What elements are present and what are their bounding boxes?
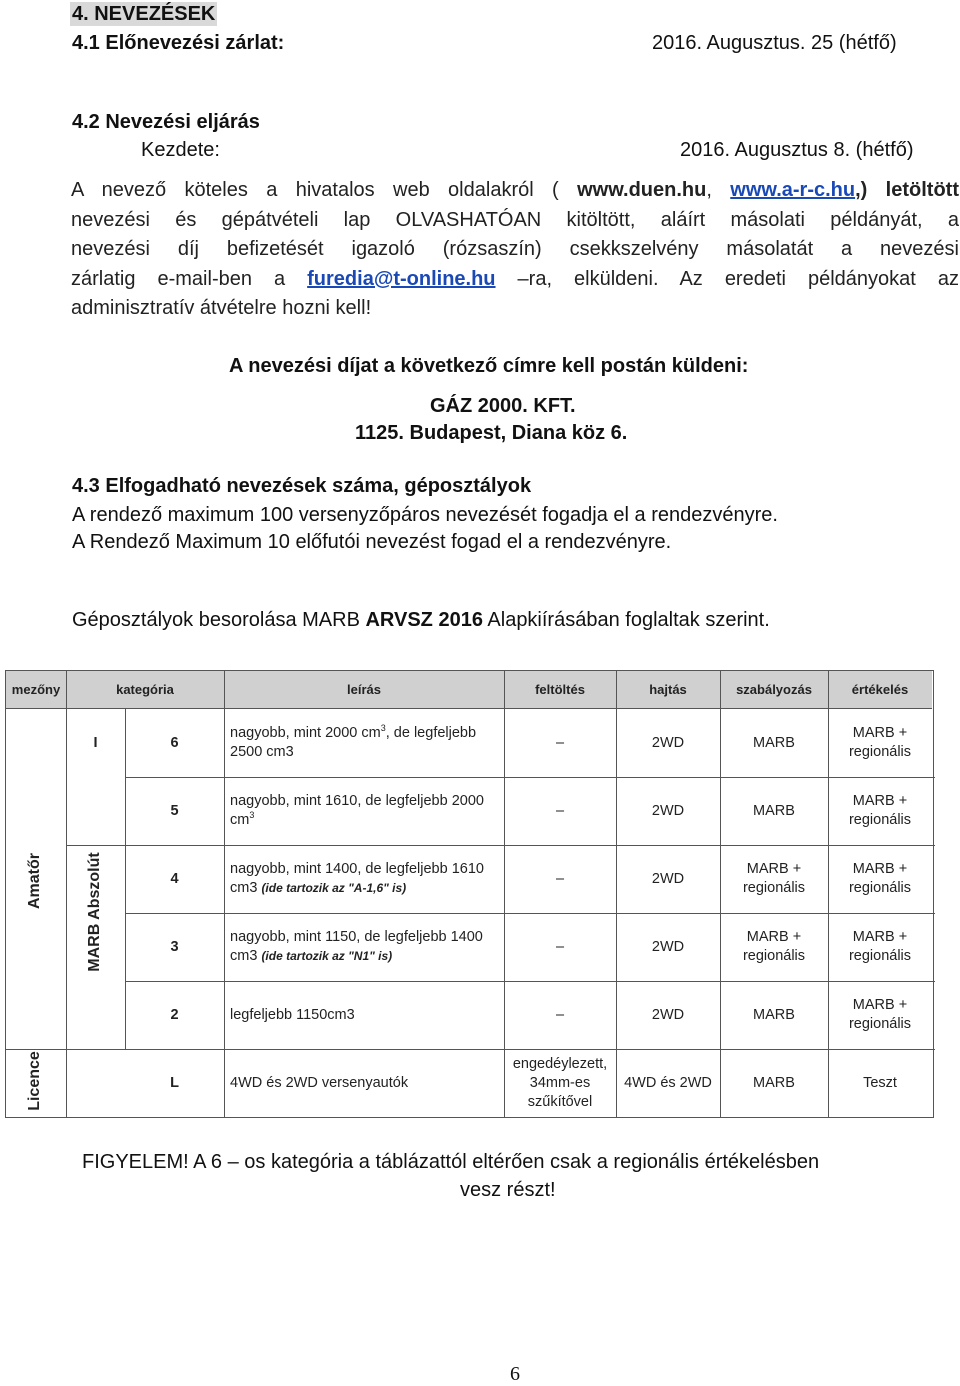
- paragraph-text: ,) letöltött: [855, 179, 959, 201]
- eval-text: MARB +: [852, 997, 908, 1013]
- eval-cell: [828, 913, 932, 981]
- preentry-closing-date: 2016. Augusztus. 25 (hétfő): [652, 32, 897, 54]
- drive-cell: 2WD: [651, 1006, 685, 1023]
- fill-text: 34mm-es: [529, 1074, 591, 1091]
- fill-cell: –: [555, 734, 565, 751]
- entry-paragraph: [71, 176, 959, 324]
- paragraph-text: zárlatig e-mail-ben a: [71, 267, 308, 290]
- classes-text: Alapkiírásában foglaltak szerint.: [482, 609, 770, 631]
- description-note: (ide tartozik az "A-1,6" is): [261, 881, 407, 895]
- rule-cell: [720, 913, 828, 981]
- header-mezony: mezőny: [6, 671, 66, 709]
- description-cell: [224, 777, 504, 845]
- eval-cell: [828, 981, 932, 1049]
- group-amator: Amatőr: [26, 853, 43, 910]
- paragraph-text: ,: [706, 179, 731, 201]
- rule-cell: MARB: [753, 802, 795, 819]
- description-text: cm: [230, 812, 250, 828]
- description-cell: legfeljebb 1150cm3: [230, 1006, 355, 1023]
- notice-line-2: vesz részt!: [460, 1179, 556, 1201]
- description-cell: [224, 845, 504, 913]
- section-heading: 4. NEVEZÉSEK: [72, 3, 216, 25]
- eval-text: regionális: [848, 948, 912, 964]
- category-cell: L: [170, 1074, 179, 1091]
- description-text: nagyobb, mint 1610, de legfeljebb 2000: [230, 793, 484, 809]
- drive-cell: 2WD: [651, 802, 685, 819]
- eval-text: regionális: [848, 880, 912, 896]
- fill-text: szűkítővel: [527, 1093, 593, 1110]
- s43-line-2: A Rendező Maximum 10 előfutói nevezést fogad el a rendezvényre.: [72, 531, 672, 553]
- postal-company: GÁZ 2000. KFT.: [430, 395, 576, 417]
- description-text: cm3: [230, 948, 258, 964]
- rule-cell: MARB: [753, 734, 795, 751]
- page-number: 6: [510, 1363, 520, 1385]
- description-cell: [224, 913, 504, 981]
- eval-cell: Teszt: [863, 1074, 897, 1091]
- eval-text: regionális: [848, 812, 912, 828]
- eval-cell: [828, 709, 932, 777]
- fill-cell: –: [555, 938, 565, 955]
- category-table: [5, 670, 934, 1118]
- s43-title: 4.3 Elfogadható nevezések száma, géposztályok: [72, 475, 532, 497]
- description-text: nagyobb, mint 1150, de legfeljebb 1400: [230, 929, 483, 945]
- header-feltoltes: feltöltés: [504, 671, 616, 709]
- rule-text: MARB +: [746, 861, 802, 877]
- email-link[interactable]: furedia@t-online.hu: [307, 267, 496, 290]
- header-leiras: leírás: [224, 671, 504, 709]
- category-cell: 4: [170, 870, 179, 887]
- eval-text: regionális: [848, 1016, 912, 1032]
- drive-cell: 4WD és 2WD: [624, 1074, 712, 1091]
- category-cell: 5: [170, 802, 179, 819]
- category-cell: 3: [170, 938, 179, 955]
- fill-cell: –: [555, 870, 565, 887]
- eval-text: regionális: [848, 744, 912, 760]
- paragraph-text: A nevező köteles a hivatalos web oldalakról (: [71, 179, 578, 201]
- eval-cell: [828, 845, 932, 913]
- header-ertekeles: értékelés: [828, 671, 932, 709]
- category-cell: 6: [170, 734, 179, 751]
- group-i: I: [93, 734, 98, 751]
- description-note: (ide tartozik az "N1" is): [261, 949, 393, 963]
- fill-text: engedéylezett,: [512, 1055, 608, 1072]
- duen-site: www.duen.hu: [577, 179, 707, 201]
- rule-cell: MARB: [753, 1006, 795, 1023]
- classes-line: [72, 608, 770, 632]
- paragraph-text: –ra, elküldeni. Az eredeti példányokat az: [495, 267, 959, 290]
- rule-text: regionális: [742, 880, 806, 896]
- s43-line-1: A rendező maximum 100 versenyzőpáros nevezését fogadja el a rendezvényre.: [72, 504, 778, 526]
- paragraph-line-5: adminisztratív átvételre hozni kell!: [71, 297, 372, 319]
- classes-ref: ARVSZ 2016: [365, 609, 483, 631]
- fill-cell: [504, 1049, 616, 1117]
- drive-cell: 2WD: [651, 734, 685, 751]
- description-text: 2500 cm3: [230, 744, 294, 760]
- rule-text: regionális: [742, 948, 806, 964]
- eval-text: MARB +: [852, 725, 908, 741]
- drive-cell: 2WD: [651, 938, 685, 955]
- description-cell: 4WD és 2WD versenyautók: [230, 1074, 409, 1091]
- postal-address: 1125. Budapest, Diana köz 6.: [355, 422, 628, 444]
- description-text: , de legfeljebb: [385, 725, 477, 741]
- superscript: 3: [380, 723, 386, 734]
- rule-text: MARB +: [746, 929, 802, 945]
- eval-cell: [828, 777, 932, 845]
- header-szabalyozas: szabályozás: [720, 671, 828, 709]
- group-licence: Licence: [26, 1051, 43, 1111]
- drive-cell: 2WD: [651, 870, 685, 887]
- category-cell: 2: [170, 1006, 179, 1023]
- eval-text: MARB +: [852, 929, 908, 945]
- description-text: nagyobb, mint 1400, de legfeljebb 1610: [230, 861, 484, 877]
- eval-text: MARB +: [852, 793, 908, 809]
- entry-start-label: Kezdete:: [141, 139, 220, 161]
- group-marb-abszolut: MARB Abszolút: [86, 852, 103, 972]
- rule-cell: [720, 845, 828, 913]
- fill-cell: –: [555, 1006, 565, 1023]
- classes-text: Géposztályok besorolása MARB: [72, 609, 366, 631]
- paragraph-line-1: [71, 176, 959, 206]
- entry-procedure-label: 4.2 Nevezési eljárás: [72, 111, 260, 133]
- description-cell: [224, 709, 504, 777]
- postal-title: A nevezési díjat a következő címre kell postán küldeni:: [229, 355, 749, 377]
- arc-site-link[interactable]: www.a-r-c.hu: [730, 179, 856, 201]
- header-kategoria: kategória: [66, 671, 224, 709]
- eval-text: MARB +: [852, 861, 908, 877]
- paragraph-line-3: nevezési díj befizetését igazoló (rózsaszín) csekkszelvény másolatát a nevezési: [71, 238, 959, 260]
- rule-cell: MARB: [753, 1074, 795, 1091]
- superscript: 3: [249, 810, 255, 821]
- entry-start-date: 2016. Augusztus 8. (hétfő): [680, 139, 914, 161]
- notice-line-1: FIGYELEM! A 6 – os kategória a táblázattól eltérően csak a regionális értékelésben: [82, 1151, 820, 1173]
- paragraph-line-4: [71, 265, 959, 295]
- description-text: cm3: [230, 880, 258, 896]
- fill-cell: –: [555, 802, 565, 819]
- header-hajtas: hajtás: [616, 671, 720, 709]
- preentry-closing-label: 4.1 Előnevezési zárlat:: [72, 32, 285, 54]
- paragraph-line-2: nevezési és gépátvételi lap OLVASHATÓAN kitöltött, aláírt másolati példányát, a: [71, 208, 959, 231]
- description-text: nagyobb, mint 2000 cm: [230, 725, 381, 741]
